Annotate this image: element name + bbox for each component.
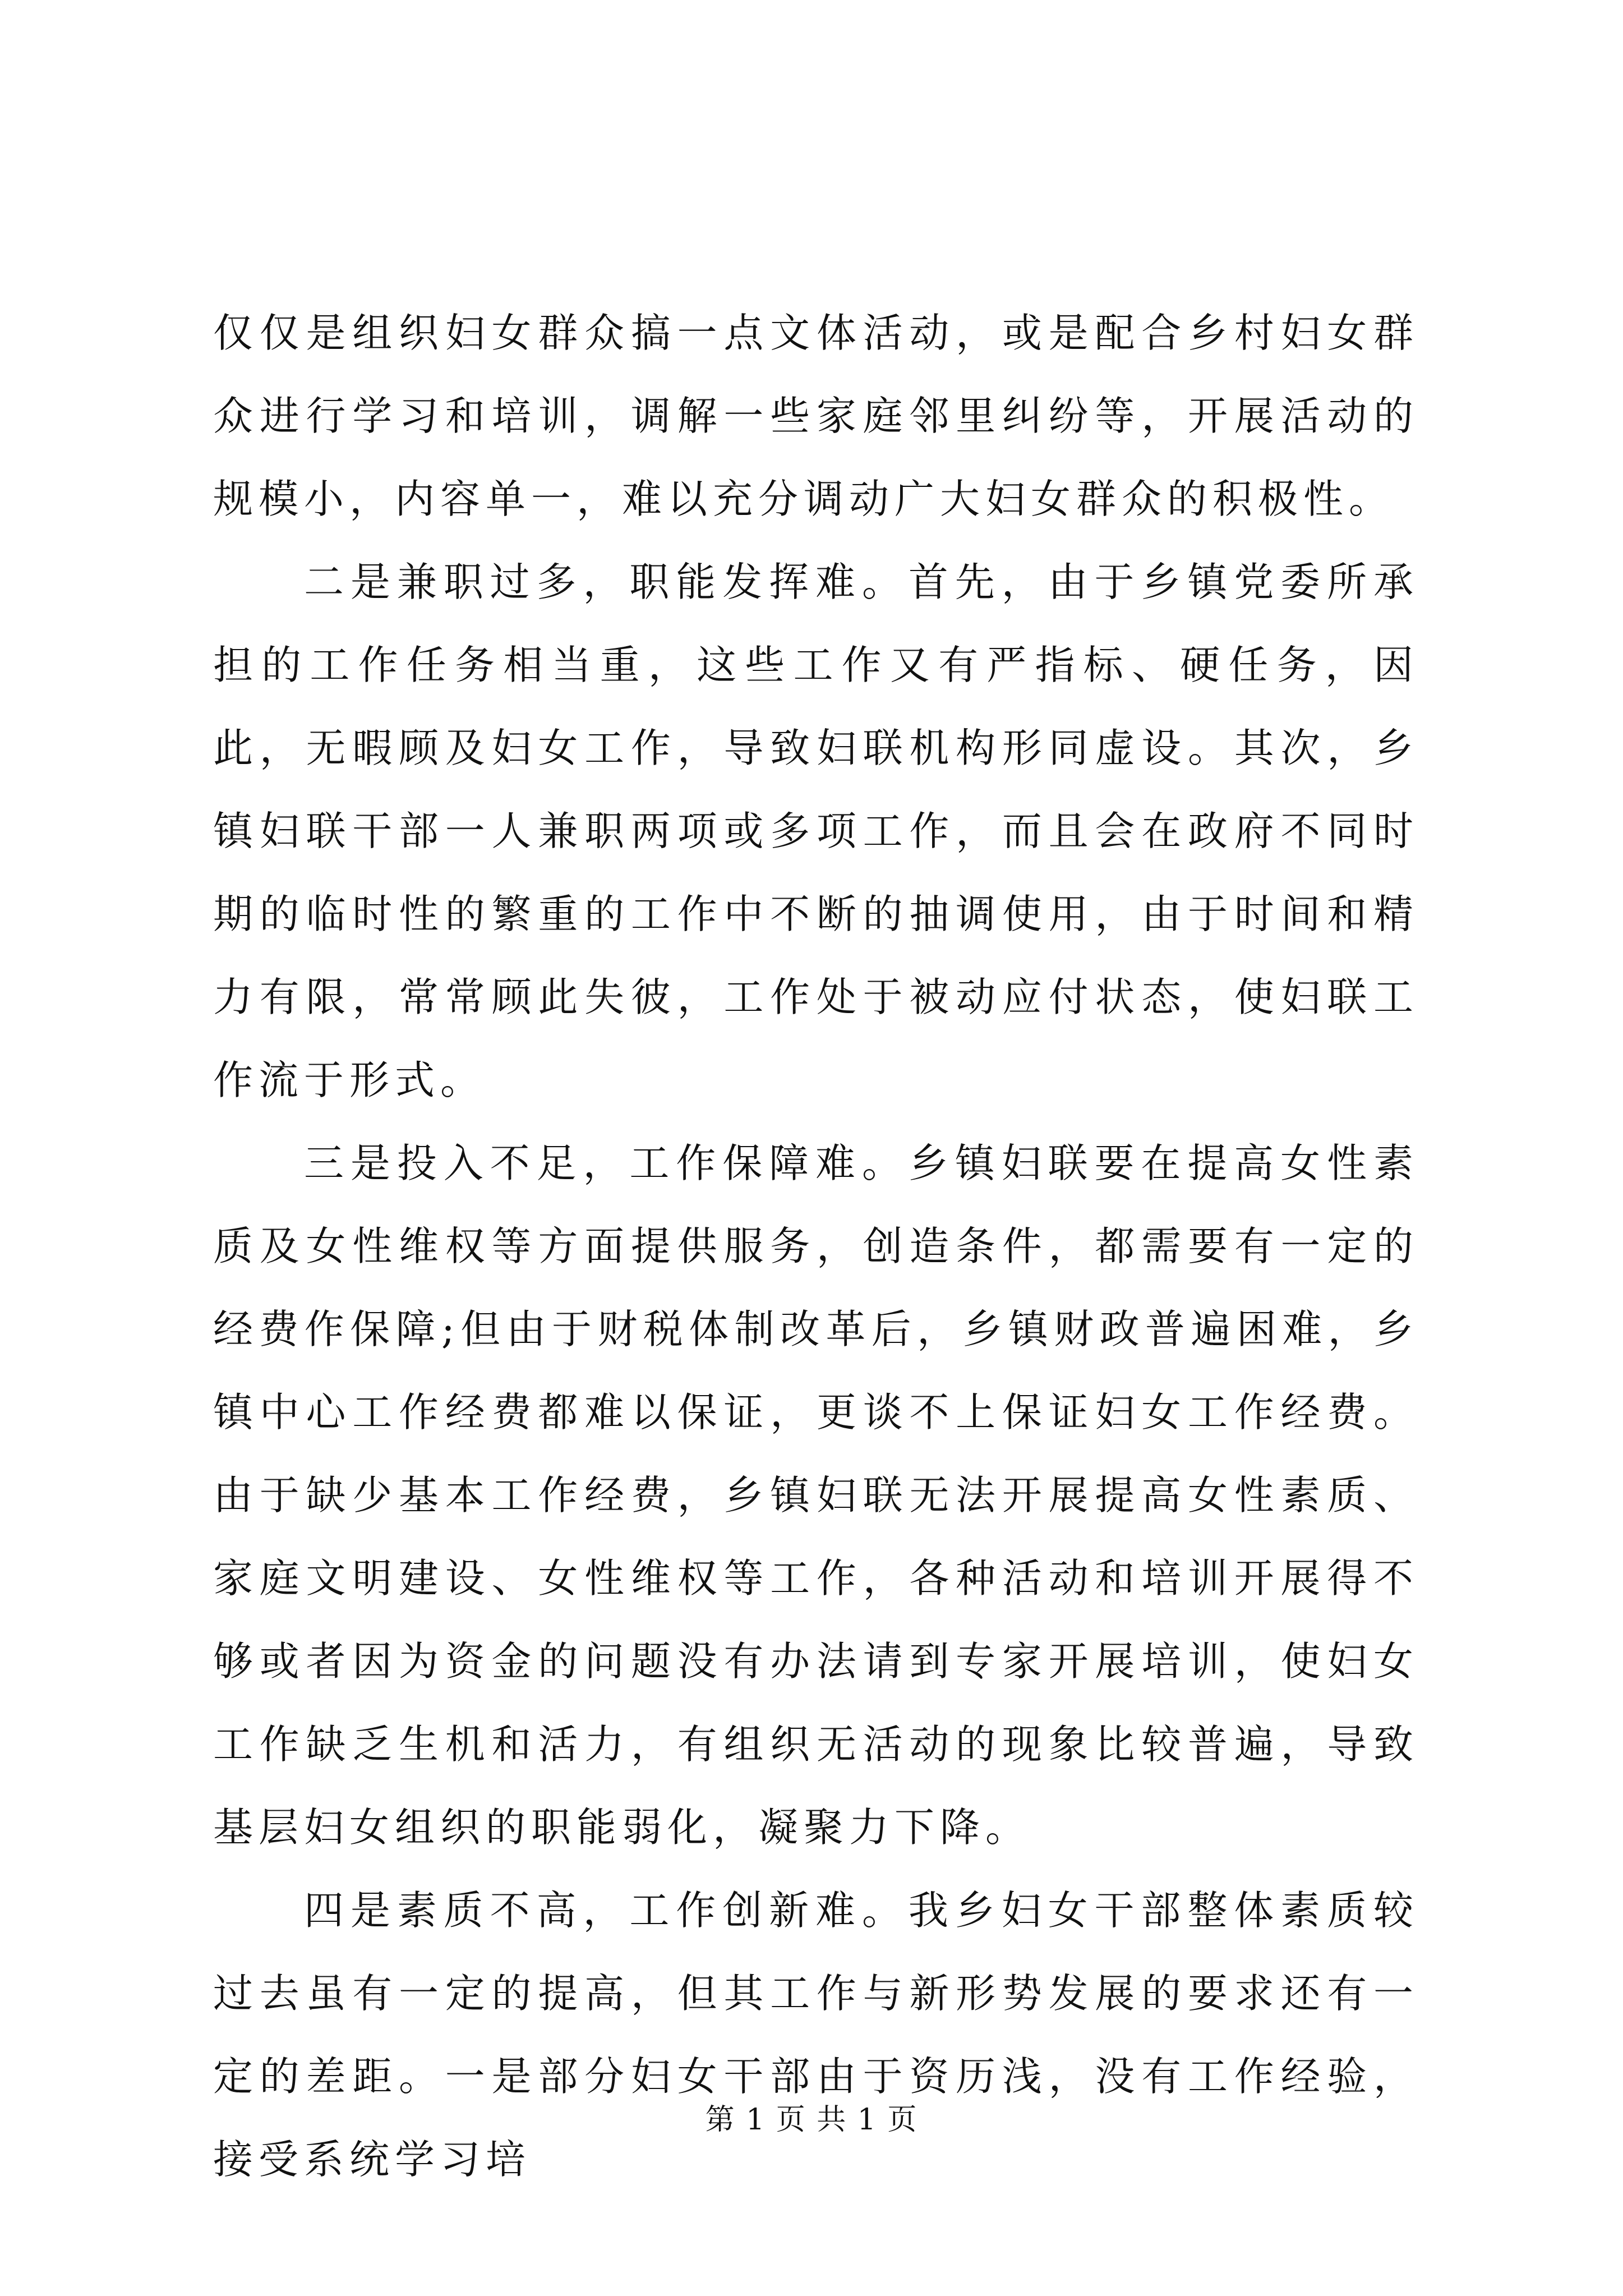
paragraph-point-3: 三是投入不足，工作保障难。乡镇妇联要在提高女性素质及女性维权等方面提供服务，创造条件，都需要有一定的经费作保障;但由于财税体制改革后，乡镇财政普遍困难，乡镇中心工作经费都难以保证，更谈不上保证妇女工作经费。由于缺少基本工作经费，乡镇妇联无法开展提高女性素质、家庭文明建设、女性维权等工作，各种活动和培训开展得不够或者因为资金的问题没有办法请到专家开展培训，使妇女工作缺乏生机和活力，有组织无活动的现象比较普遍，导致基层妇女组织的职能弱化，凝聚力下降。 [213, 1140, 1419, 1851]
paragraph-point-2: 二是兼职过多，职能发挥难。首先，由于乡镇党委所承担的工作任务相当重，这些工作又有严指标、硬任务，因此，无暇顾及妇女工作，导致妇联机构形同虚设。其次，乡镇妇联干部一人兼职两项或多项工作，而且会在政府不同时期的临时性的繁重的工作中不断的抽调使用，由于时间和精力有限，常常顾此失彼，工作处于被动应付状态，使妇联工作流于形式。 [213, 559, 1419, 1103]
paragraph-continuation: 仅仅是组织妇女群众搞一点文体活动，或是配合乡村妇女群众进行学习和培训，调解一些家庭邻里纠纷等，开展活动的规模小，内容单一，难以充分调动广大妇女群众的积极性。 [213, 310, 1419, 522]
document-body [213, 292, 1419, 2201]
page-footer [0, 2100, 1623, 2139]
paragraph-point-4: 四是素质不高，工作创新难。我乡妇女干部整体素质较过去虽有一定的提高，但其工作与新形势发展的要求还有一定的差距。一是部分妇女干部由于资历浅，没有工作经验，接受系统学习培 [213, 1887, 1419, 2183]
page-number-label: 第 1 页 共 1 页 [705, 2103, 918, 2137]
